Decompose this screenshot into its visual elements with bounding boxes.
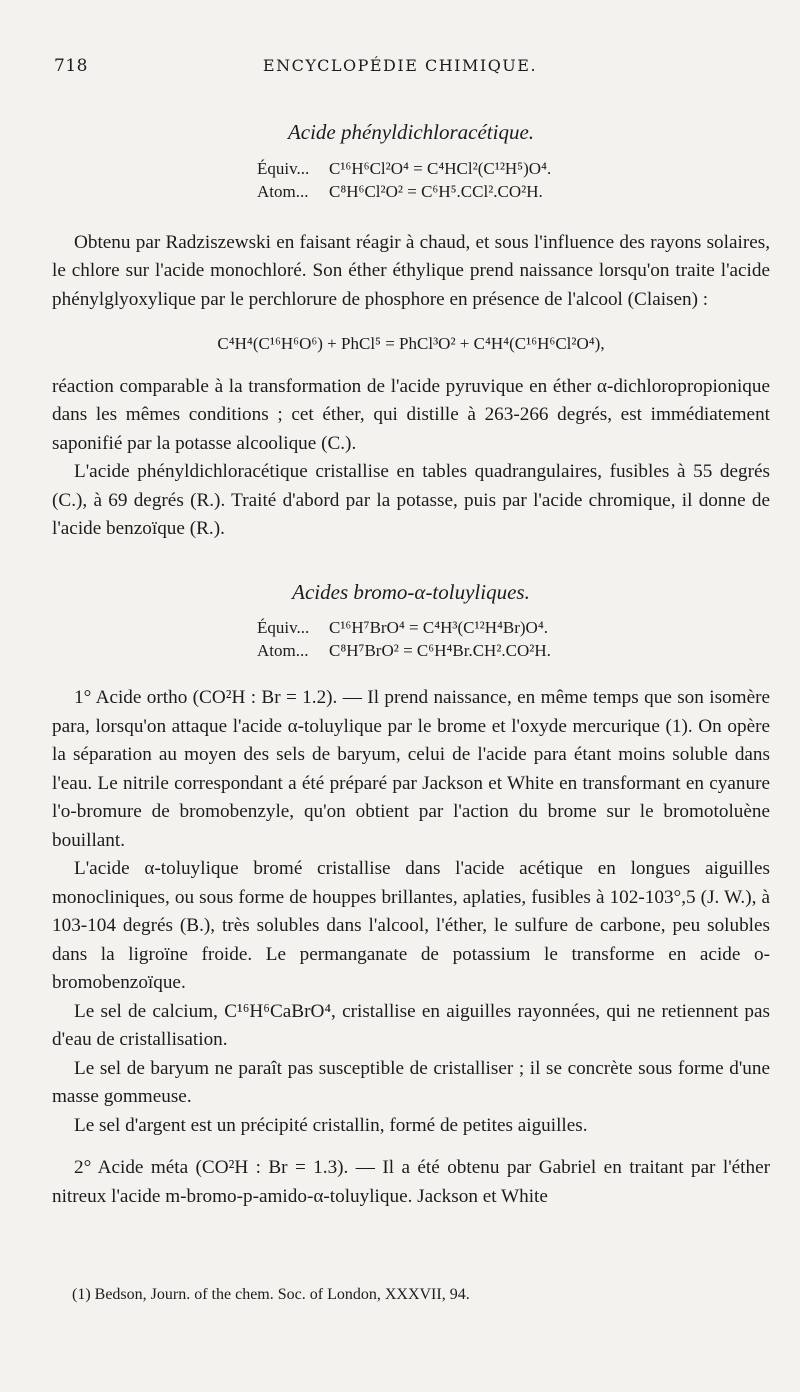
formula-block-1 (257, 157, 770, 203)
formula-label: Équiv... (257, 618, 310, 637)
paragraph: 1° Acide ortho (CO²H : Br = 1.2). — Il prend naissance, en même temps que son isomère para, lorsqu'on attaque l'acide α-toluylique par le brome et l'oxyde mercurique (1). On opère la séparation au moyen des sels de baryum, celui de l'acide para étant moins soluble dans l'eau. Le nitrile correspondant a été préparé par Jackson et White en transformant en cyanure l'o-bromure de bromobenzyle, qu'on obtient par l'action du brome sur le bromotoluène bouillant. (52, 687, 770, 851)
section-title-phenyldichloracetique: Acide phényldichloracétique. (287, 120, 535, 144)
formula-label: Atom... (257, 181, 309, 201)
reaction-equation: C⁴H⁴(C¹⁶H⁶O⁶) + PhCl⁵ = PhCl³O² + C⁴H⁴(C¹⁶H⁶Cl²O⁴), (217, 334, 605, 353)
formula-row-atom (257, 180, 770, 203)
formula-row-equiv (257, 616, 770, 639)
paragraph: 2° Acide méta (CO²H : Br = 1.3). — Il a été obtenu par Gabriel en traitant par l'éther nitreux l'acide m-bromo-p-amido-α-toluylique. Jackson et White (52, 1157, 770, 1207)
formula-value: C⁸H⁶Cl²O² = C⁶H⁵.CCl².CO²H. (329, 181, 543, 201)
page-content (52, 118, 770, 1211)
running-head: ENCYCLOPÉDIE CHIMIQUE. (262, 56, 538, 75)
section-title-bromo-toluyliques: Acides bromo-α-toluyliques. (292, 579, 530, 604)
formula-label: Équiv... (257, 158, 310, 178)
paragraph: réaction comparable à la transformation de l'acide pyruvique en éther α-dichloropropionique dans les mêmes conditions ; cet éther, qui distille à 263-266 degrés, est immédiatement saponifié par la potasse alcoolique (C.). (52, 375, 770, 454)
paragraph: Le sel d'argent est un précipité cristallin, formé de petites aiguilles. (74, 1114, 588, 1136)
paragraph: L'acide phényldichloracétique cristallise en tables quadrangulaires, fusibles à 55 degrés (C.), à 69 degrés (R.). Traité d'abord par la potasse, puis par l'acide chromique, il donne de l'acide benzoïque (R.). (52, 461, 770, 539)
formula-label: Atom... (257, 641, 309, 660)
formula-value: C¹⁶H⁷BrO⁴ = C⁴H³(C¹²H⁴Br)O⁴. (329, 618, 549, 637)
page-number: 718 (54, 56, 88, 76)
formula-row-equiv (257, 157, 770, 180)
footnote: (1) Bedson, Journ. of the chem. Soc. of London, XXXVII, 94. (72, 1286, 470, 1303)
formula-block-2 (257, 616, 770, 662)
paragraph: L'acide α-toluylique bromé cristallise dans l'acide acétique en longues aiguilles monocliniques, ou sous forme de houppes brillantes, aplaties, fusibles à 102-103°,5 (J. W.), à 103-104 degrés (B.), très solubles dans l'alcool, l'éther, le sulfure de carbone, peu solubles dans la ligroïne froide. Le permanganate de potassium le transforme en acide o-bromobenzoïque. (52, 858, 770, 993)
paragraph: Le sel de baryum ne paraît pas susceptible de cristalliser ; il se concrète sous forme d'une masse gommeuse. (52, 1057, 770, 1107)
formula-value: C⁸H⁷BrO² = C⁶H⁴Br.CH².CO²H. (329, 641, 551, 660)
paragraph: Le sel de calcium, C¹⁶H⁶CaBrO⁴, cristallise en aiguilles rayonnées, qui ne retiennent pas d'eau de cristallisation. (52, 1000, 770, 1050)
formula-row-atom (257, 639, 770, 662)
paragraph: Obtenu par Radziszewski en faisant réagir à chaud, et sous l'influence des rayons solaires, le chlore sur l'acide monochloré. Son éther éthylique prend naissance lorsqu'on traite l'acide phénylglyoxylique par le perchlorure de phosphore en présence de l'alcool (Claisen) : (52, 231, 770, 310)
page-header (50, 56, 750, 84)
formula-value: C¹⁶H⁶Cl²O⁴ = C⁴HCl²(C¹²H⁵)O⁴. (329, 158, 552, 178)
